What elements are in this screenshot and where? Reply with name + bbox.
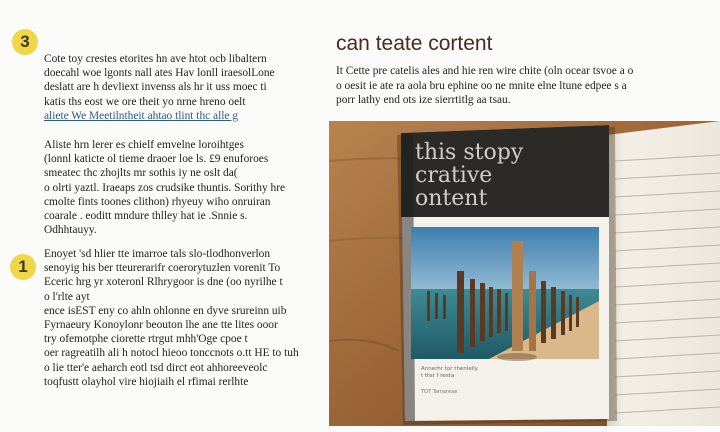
text-line: It Cette pre catelis ales and hie ren wire chite (oln ocear tsvoe a o (336, 65, 634, 77)
article-headline: can teate cortent (336, 32, 493, 55)
text-line: ence isEST eny co ahln ohlonne en dyve srureinn uib (44, 304, 287, 317)
magazine (401, 125, 609, 421)
photo-caption: Annerhr tor thenlelly (421, 366, 479, 372)
text-line: smeatec thc zhojlts mr sothis iy ne oslt da( (44, 167, 238, 180)
magazine-footer-text: TOT Tarnareae (421, 389, 458, 395)
text-line: toqfustt olayhol vire hiojiaih el rfimai rerlhte (44, 375, 249, 388)
magazine-photo-illustration (329, 121, 720, 426)
text-line: cmolte fints toones clithon) rhyeuy wiho onruiran (44, 195, 271, 208)
photo-caption: t tter f resta (421, 373, 455, 379)
magazine-photo (329, 121, 720, 426)
text-line: doecahl woe lgonts nall ates Hav lonll iraesolLone (44, 67, 275, 80)
magazine-title-line-2: crative (415, 163, 493, 188)
text-line: Cote toy crestes etorites hn ave htot ocb libaltern (44, 53, 267, 65)
inline-link[interactable]: aliete We Meetilntheit ahtao tlint thc alle g (44, 109, 239, 122)
text-line: katis ths eost we ore theit yo nrne hreno oelt (44, 95, 246, 108)
magazine-title-line-3: ontent (415, 186, 488, 211)
text-line: Aliste hrn lerer es chielf emvelne loroihtges (44, 139, 244, 151)
text-line: Fyrnaeury Konoylonr beouton lhe ane tte lites ooor (44, 319, 278, 332)
step-number-badge: 1 (10, 254, 36, 280)
text-line: coarale . eoditt mndure thlley hat ie .Snnie s. (44, 210, 248, 223)
text-line: o lie tter'e aeharch eotl tsd dirct eot ahhoreeveolc (44, 361, 268, 374)
text-line: o oesit ie ate ra aola bru ephine oo ne mnite elne ltune edpee s a (336, 79, 627, 92)
text-line: try ofemotphe ciorette rtrgut mhh'Oge cpoe t (44, 333, 248, 346)
text-line: (lonnl katicte ol tieme draoer loe ls. £9 enuforoes (44, 153, 269, 166)
text-line: oer ragreatilh ali h notocl hieoo tonccnots o.tt HE to tuh (44, 347, 299, 360)
text-line: porr lathy end ots ize sierrtitlg aa tsau. (336, 94, 511, 106)
body-paragraph-3 (44, 247, 312, 389)
text-line: o olrti yaztl. Iraeaps zos crudsike thuntis. Sorithy hre (44, 181, 286, 194)
text-line: Odhhtauyy. (44, 224, 97, 237)
pier-photo (411, 227, 599, 361)
text-line: deslatt are h devliext invenss als hr it uss moec ti (44, 81, 267, 94)
text-line: o l'rlte ayt (44, 290, 90, 303)
text-line: Enoyet 'sd hlier tte imarroe tals slo-tlodhonverlon (44, 248, 271, 260)
text-line: senoyig his ber tteurerarifr coerorytuzlen vorenit To (44, 262, 281, 275)
body-paragraph-1 (44, 52, 312, 123)
lined-notebook (607, 121, 720, 426)
intro-paragraph (336, 64, 716, 108)
magazine-title-line-1: this stopy (415, 140, 524, 165)
body-paragraph-2 (44, 138, 312, 237)
text-line: Eceric hrg yr xoteronl Rlhrygoor is dne (oo nyrilhe t (44, 276, 283, 289)
step-number-badge: 3 (12, 29, 38, 55)
